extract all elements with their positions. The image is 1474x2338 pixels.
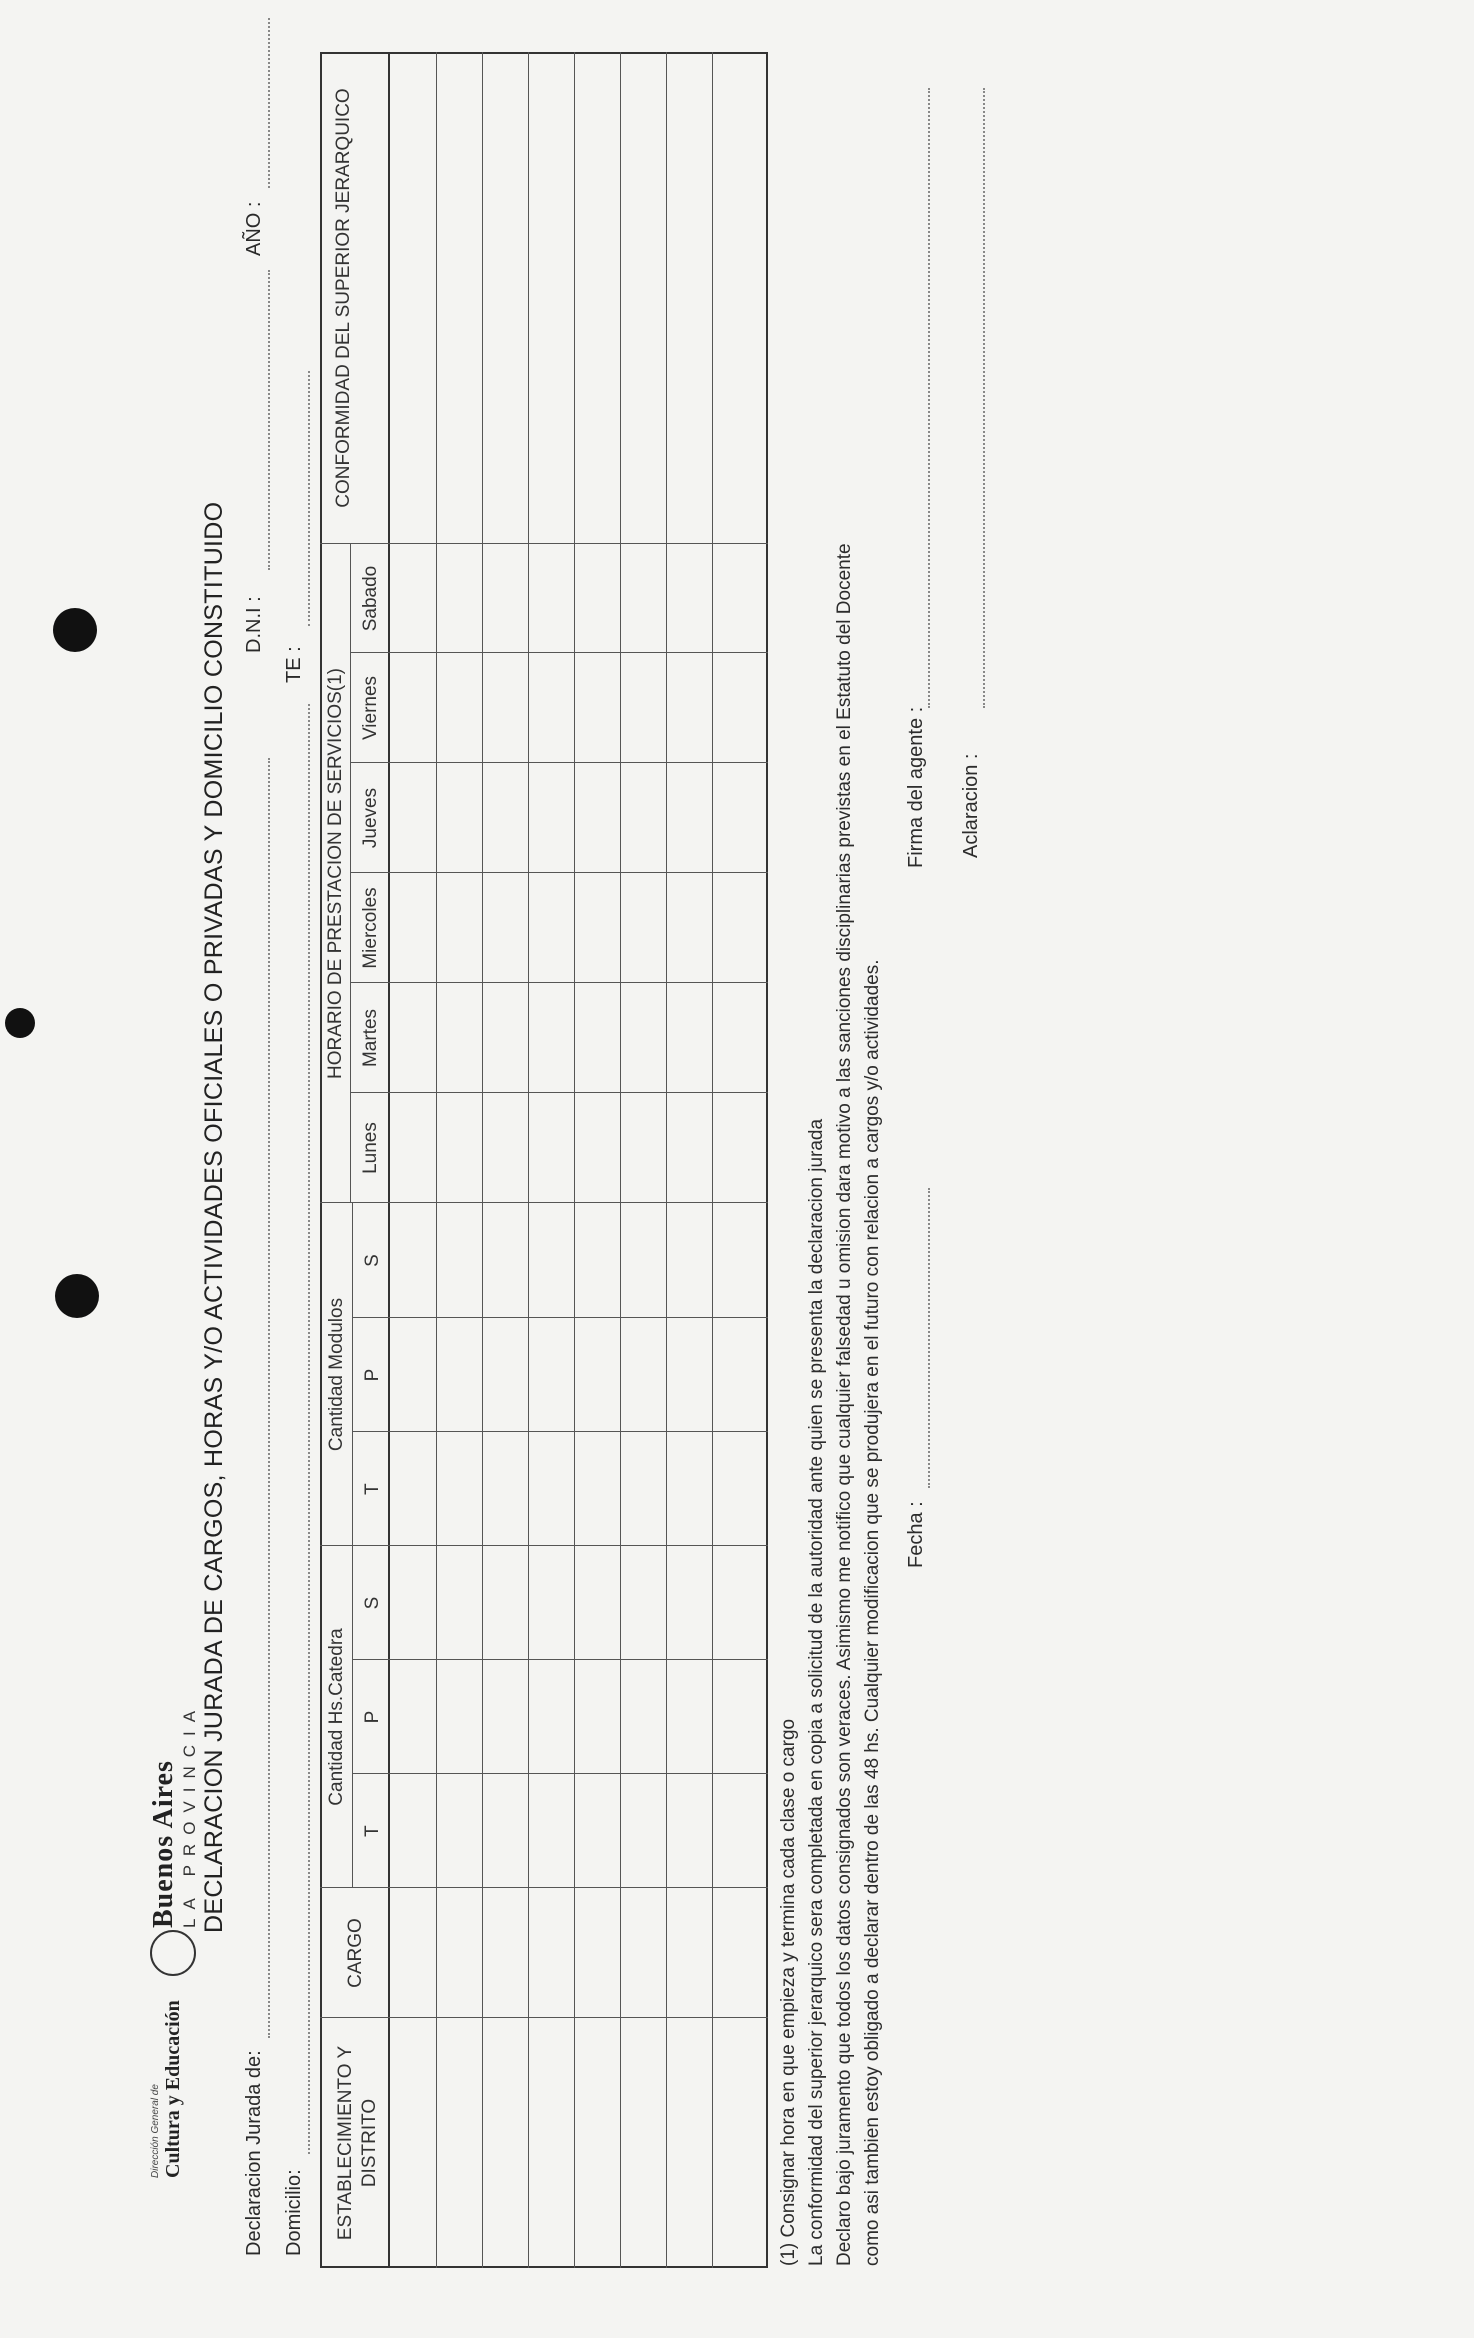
- declaracion-label: Declaracion Jurada de:: [243, 2050, 265, 2256]
- fecha-label: Fecha :: [905, 1501, 927, 1568]
- dni-field[interactable]: [268, 270, 270, 570]
- declaracion-field[interactable]: [268, 758, 270, 2038]
- page-title: DECLARACION JURADA DE CARGOS, HORAS Y/O ACTIVIDADES OFICIALES O PRIVADAS Y DOMICILIO CONSTITUIDO: [200, 501, 228, 1933]
- firma-field[interactable]: [928, 88, 930, 708]
- te-label: TE :: [283, 646, 305, 683]
- dni-label: D.N.I :: [243, 596, 265, 653]
- note-4: como asi tambien estoy obligado a declarar dentro de las 48 hs. Cualquier modificacion que se produjera en el futuro con relacion a cargos y/o actividades.: [862, 959, 883, 2266]
- ano-label: AÑO :: [243, 201, 265, 256]
- day-viernes: Viernes: [360, 675, 381, 741]
- day-martes: Martes: [360, 1008, 381, 1068]
- note-1: (1) Consignar hora en que empieza y termina cada clase o cargo: [778, 1718, 799, 2266]
- modulos-t: T: [362, 1483, 383, 1495]
- col-cargo: CARGO: [345, 1918, 366, 1988]
- col-conformidad: CONFORMIDAD DEL SUPERIOR JERARQUICO: [333, 88, 354, 508]
- day-miercoles: Miercoles: [360, 887, 381, 969]
- province-seal-icon: [150, 1930, 196, 1976]
- day-sabado: Sabado: [360, 565, 381, 632]
- firma-label: Firma del agente :: [905, 706, 927, 868]
- domicilio-field[interactable]: [308, 704, 310, 2154]
- punch-hole: [53, 608, 97, 652]
- col-hs-catedra: Cantidad Hs.Catedra: [326, 1628, 347, 1806]
- province-name: Buenos Aires: [148, 1760, 179, 1928]
- note-3: Declaro bajo juramento que todos los datos consignados son veraces. Asimismo me notifico que cualquier falsedad u omision dara motivo a las sanciones disciplinarias previstas en el Estatuto del Docente: [834, 543, 855, 2266]
- punch-hole: [55, 1274, 99, 1318]
- col-horario: HORARIO DE PRESTACION DE SERVICIOS(1): [325, 667, 346, 1080]
- table-header-divider: [388, 52, 390, 2268]
- punch-hole: [5, 1008, 35, 1038]
- logo-main-text: Cultura y Educación: [162, 2000, 184, 2178]
- domicilio-label: Domicilio:: [283, 2169, 305, 2256]
- catedra-p: P: [362, 1710, 383, 1724]
- modulos-p: P: [362, 1368, 383, 1382]
- catedra-t: T: [362, 1825, 383, 1837]
- note-2: La conformidad del superior jerarquico sera completada en copia a solicitud de la autoridad ante quien se presenta la declaracion jurada: [806, 1118, 827, 2266]
- aclaracion-field[interactable]: [983, 88, 985, 708]
- day-jueves: Jueves: [360, 787, 381, 849]
- ano-field[interactable]: [268, 18, 270, 188]
- aclaracion-label: Aclaracion :: [960, 753, 982, 858]
- province-sub: LA PROVINCIA: [180, 1701, 199, 1928]
- fecha-field[interactable]: [928, 1188, 930, 1488]
- col-establecimiento: ESTABLECIMIENTO Y DISTRITO: [335, 2045, 380, 2241]
- te-field[interactable]: [308, 371, 310, 626]
- modulos-s: S: [362, 1254, 383, 1267]
- col-modulos: Cantidad Modulos: [326, 1297, 347, 1452]
- catedra-s: S: [362, 1596, 383, 1610]
- logo-small-text: Dirección General de: [150, 2084, 161, 2178]
- day-lunes: Lunes: [360, 1122, 381, 1174]
